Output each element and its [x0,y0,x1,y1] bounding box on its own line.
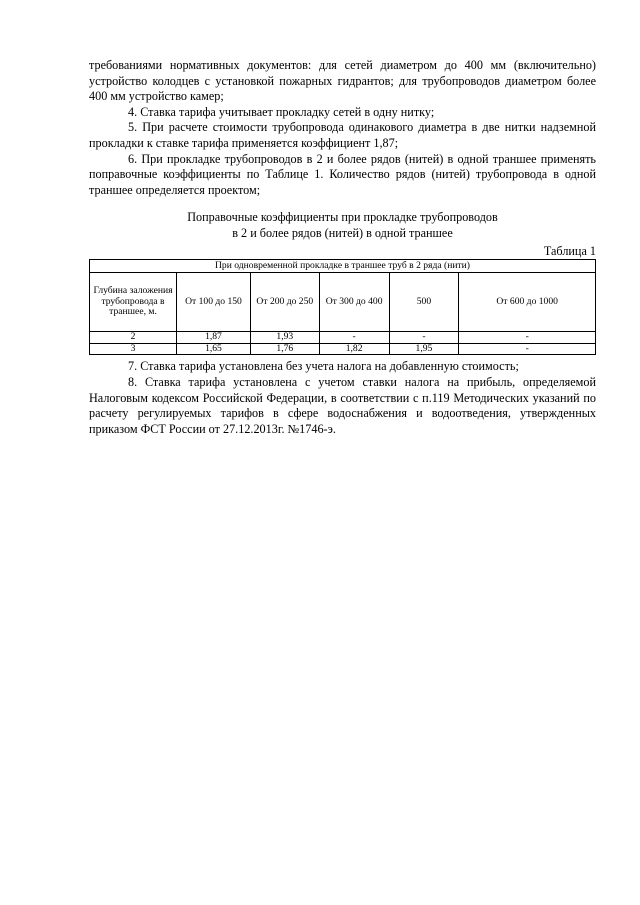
table-group-header-row [90,259,596,273]
table-row [90,343,596,355]
coefficients-table [89,259,596,356]
paragraph-item-5: 5. При расчете стоимости трубопровода одинакового диаметра в две нитки надземной прокладки к ставке тарифа применяется коэффициент 1,87; [89,120,596,150]
table-cell: 1,82 [319,343,389,355]
document-page [89,58,596,437]
paragraph-item-6: 6. При прокладке трубопроводов в 2 и более рядов (нитей) в одной траншее применять поправочные коэффициенты по Таблице 1. Количество рядов (нитей) трубопровода в одной траншее определяется проектом; [89,151,596,197]
header-200-250: От 200 до 250 [250,273,319,332]
table-cell: - [459,332,596,344]
table-caption-line2: в 2 и более рядов (нитей) в одной траншее [232,225,453,240]
paragraph-item-8: 8. Ставка тарифа установлена с учетом ставки налога на прибыль, определяемой Налоговым кодексом Российской Федерации, в соответствии с п.119 Методических указаний по расчету регулируемых тарифов в сфере водоснабжения и водоотведения, утвержденных приказом ФСТ России от 27.12.2013г. №1746-э. [89,374,596,436]
header-100-150: От 100 до 150 [177,273,251,332]
table-cell: 1,95 [389,343,459,355]
header-300-400: От 300 до 400 [319,273,389,332]
paragraph-item-4: 4. Ставка тарифа учитывает прокладку сетей в одну нитку; [128,104,435,119]
table-cell: 1,76 [250,343,319,355]
header-depth: Глубина заложения трубопровода в траншее, м. [90,273,177,332]
table-caption-line1: Поправочные коэффициенты при прокладке трубопроводов [187,210,498,225]
table-cell: - [319,332,389,344]
table-caption [89,210,596,241]
paragraph-continuation: требованиями нормативных документов: для сетей диаметром до 400 мм (включительно) устройство колодцев с установкой пожарных гидрантов; для трубопроводов диаметром более 400 мм устройство камер; [89,58,596,104]
table-group-header: При одновременной прокладке в траншее труб в 2 ряда (нити) [90,259,596,273]
table-cell: - [389,332,459,344]
table-cell: 3 [90,343,177,355]
table-label: Таблица 1 [543,243,596,258]
table-row [90,332,596,344]
header-600-1000: От 600 до 1000 [459,273,596,332]
table-cell: 2 [90,332,177,344]
paragraph-item-7: 7. Ставка тарифа установлена без учета налога на добавленную стоимость; [128,359,519,374]
table-cell: 1,93 [250,332,319,344]
table-cell: 1,65 [177,343,251,355]
table-cell: - [459,343,596,355]
header-500: 500 [389,273,459,332]
table-header-row [90,273,596,332]
table-cell: 1,87 [177,332,251,344]
